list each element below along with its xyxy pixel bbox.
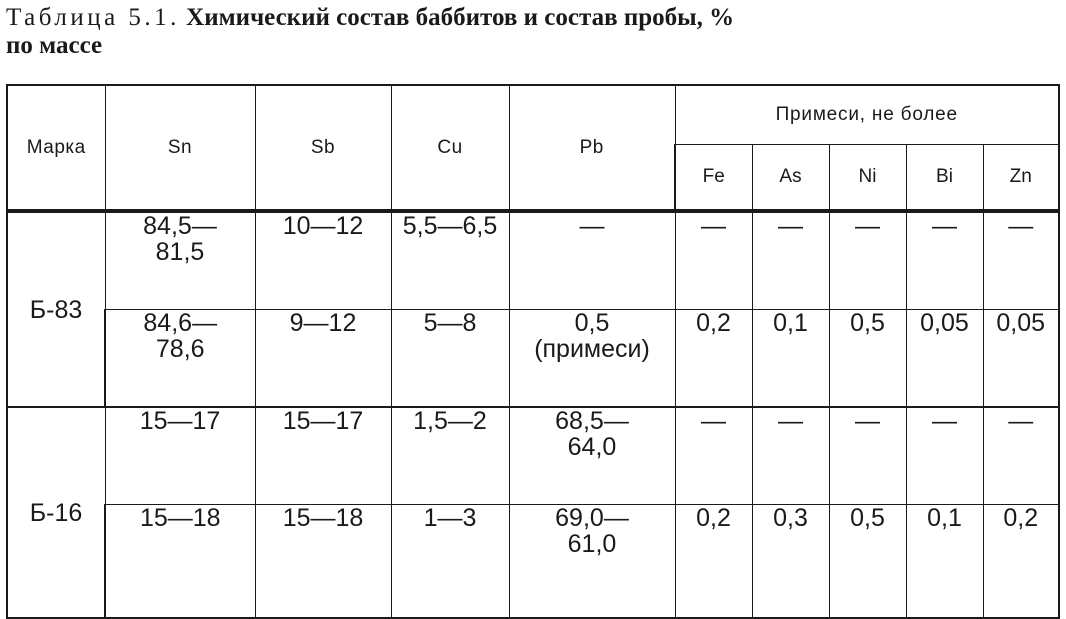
- header-sb: Sb: [255, 85, 391, 211]
- table-row: [7, 407, 1059, 505]
- cell-fe: —: [675, 407, 752, 505]
- table-caption: [6, 4, 1056, 60]
- table-row: [7, 211, 1059, 310]
- cell-zn: —: [983, 407, 1059, 505]
- header-ni: Ni: [829, 145, 906, 212]
- cell-as: —: [752, 407, 829, 505]
- header-impurities: Примеси, не более: [675, 85, 1059, 145]
- cell-cu: 5,5—6,5: [391, 211, 509, 310]
- cell-cu: 1,5—2: [391, 407, 509, 505]
- cell-zn: 0,2: [983, 505, 1059, 619]
- cell-bi: —: [906, 407, 983, 505]
- cell-zn: —: [983, 211, 1059, 310]
- cell-ni: —: [829, 211, 906, 310]
- cell-ni: —: [829, 407, 906, 505]
- header-mark: Марка: [7, 85, 105, 211]
- header-zn: Zn: [983, 145, 1059, 212]
- cell-sn: 15—18: [105, 505, 255, 619]
- table-row: [7, 310, 1059, 408]
- cell-pb: —: [509, 211, 675, 310]
- cell-zn: 0,05: [983, 310, 1059, 408]
- cell-sb: 9—12: [255, 310, 391, 408]
- cell-pb: 0,5 (примеси): [509, 310, 675, 408]
- cell-fe: —: [675, 211, 752, 310]
- cell-mark: Б-83: [7, 211, 105, 407]
- cell-mark: Б-16: [7, 407, 105, 618]
- cell-sn: 15—17: [105, 407, 255, 505]
- caption-title: Химический состав баббитов и состав пробы, %: [186, 4, 735, 31]
- header-as: As: [752, 145, 829, 212]
- cell-sb: 15—18: [255, 505, 391, 619]
- header-sn: Sn: [105, 85, 255, 211]
- cell-sb: 10—12: [255, 211, 391, 310]
- cell-sb: 15—17: [255, 407, 391, 505]
- table-row: [7, 505, 1059, 619]
- cell-as: —: [752, 211, 829, 310]
- cell-cu: 1—3: [391, 505, 509, 619]
- cell-fe: 0,2: [675, 505, 752, 619]
- babbitt-composition-table: [6, 84, 1060, 619]
- cell-pb: 68,5— 64,0: [509, 407, 675, 505]
- cell-as: 0,1: [752, 310, 829, 408]
- cell-bi: 0,05: [906, 310, 983, 408]
- cell-ni: 0,5: [829, 505, 906, 619]
- header-bi: Bi: [906, 145, 983, 212]
- header-fe: Fe: [675, 145, 752, 212]
- cell-ni: 0,5: [829, 310, 906, 408]
- header-pb: Pb: [509, 85, 675, 211]
- cell-bi: 0,1: [906, 505, 983, 619]
- cell-fe: 0,2: [675, 310, 752, 408]
- cell-cu: 5—8: [391, 310, 509, 408]
- cell-sn: 84,5— 81,5: [105, 211, 255, 310]
- caption-title-line2: по массе: [6, 32, 103, 59]
- cell-sn: 84,6— 78,6: [105, 310, 255, 408]
- cell-bi: —: [906, 211, 983, 310]
- cell-pb: 69,0— 61,0: [509, 505, 675, 619]
- caption-prefix: Таблица 5.1.: [6, 4, 180, 31]
- header-cu: Cu: [391, 85, 509, 211]
- cell-as: 0,3: [752, 505, 829, 619]
